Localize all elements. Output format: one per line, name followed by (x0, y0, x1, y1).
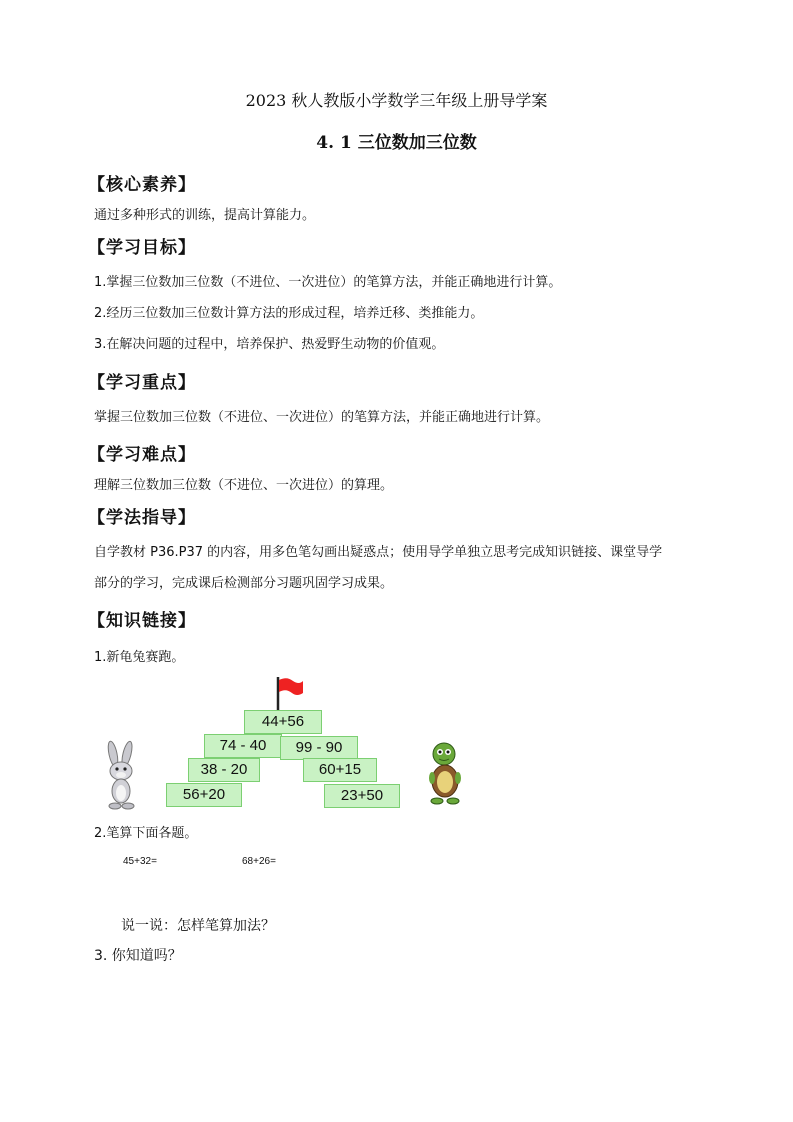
race-box-left-3: 56+20 (166, 783, 242, 807)
turtle-icon (425, 740, 465, 806)
calc-item-1: 45+32= (123, 856, 157, 867)
core-text: 通过多种形式的训练，提高计算能力。 (94, 208, 316, 223)
heading-difficulty: 【学习难点】 (88, 445, 196, 465)
document-title: 2023 秋人教版小学数学三年级上册导学案 (245, 91, 548, 110)
difficulty-text: 理解三位数加三位数（不进位、一次进位）的算理。 (94, 478, 394, 493)
method-text-line2: 部分的学习，完成课后检测部分习题巩固学习成果。 (94, 576, 394, 591)
heading-goals: 【学习目标】 (88, 238, 196, 258)
goal-item-2: 2.经历三位数加三位数计算方法的形成过程，培养迁移、类推能力。 (94, 306, 484, 321)
heading-core: 【核心素养】 (88, 175, 196, 195)
question-1: 1.新龟兔赛跑。 (94, 650, 185, 665)
rabbit-icon (101, 740, 143, 810)
question-3: 3. 你知道吗？ (94, 948, 182, 964)
race-box-left-2: 38 - 20 (188, 758, 260, 782)
focus-text: 掌握三位数加三位数（不进位、一次进位）的笔算方法，并能正确地进行计算。 (94, 410, 550, 425)
race-box-left-1: 74 - 40 (204, 734, 282, 758)
heading-link: 【知识链接】 (88, 611, 196, 631)
method-text-line1: 自学教材 P36.P37 的内容，用多色笔勾画出疑惑点；使用导学单独立思考完成知识链接、课堂导学 (94, 545, 663, 560)
race-box-right-3: 23+50 (324, 784, 400, 808)
goal-item-3: 3.在解决问题的过程中，培养保护、热爱野生动物的价值观。 (94, 337, 445, 352)
lesson-title: 4. 1 三位数加三位数 (316, 133, 477, 153)
heading-focus: 【学习重点】 (88, 373, 196, 393)
talk-prompt: 说一说：怎样笔算加法？ (121, 918, 275, 934)
flag-icon (275, 676, 305, 712)
race-box-right-1: 99 - 90 (280, 736, 358, 760)
question-2: 2.笔算下面各题。 (94, 826, 198, 841)
goal-item-1: 1.掌握三位数加三位数（不进位、一次进位）的笔算方法，并能正确地进行计算。 (94, 275, 562, 290)
heading-method: 【学法指导】 (88, 508, 196, 528)
calc-item-2: 68+26= (242, 856, 276, 867)
race-box-right-2: 60+15 (303, 758, 377, 782)
race-box-top: 44+56 (244, 710, 322, 734)
